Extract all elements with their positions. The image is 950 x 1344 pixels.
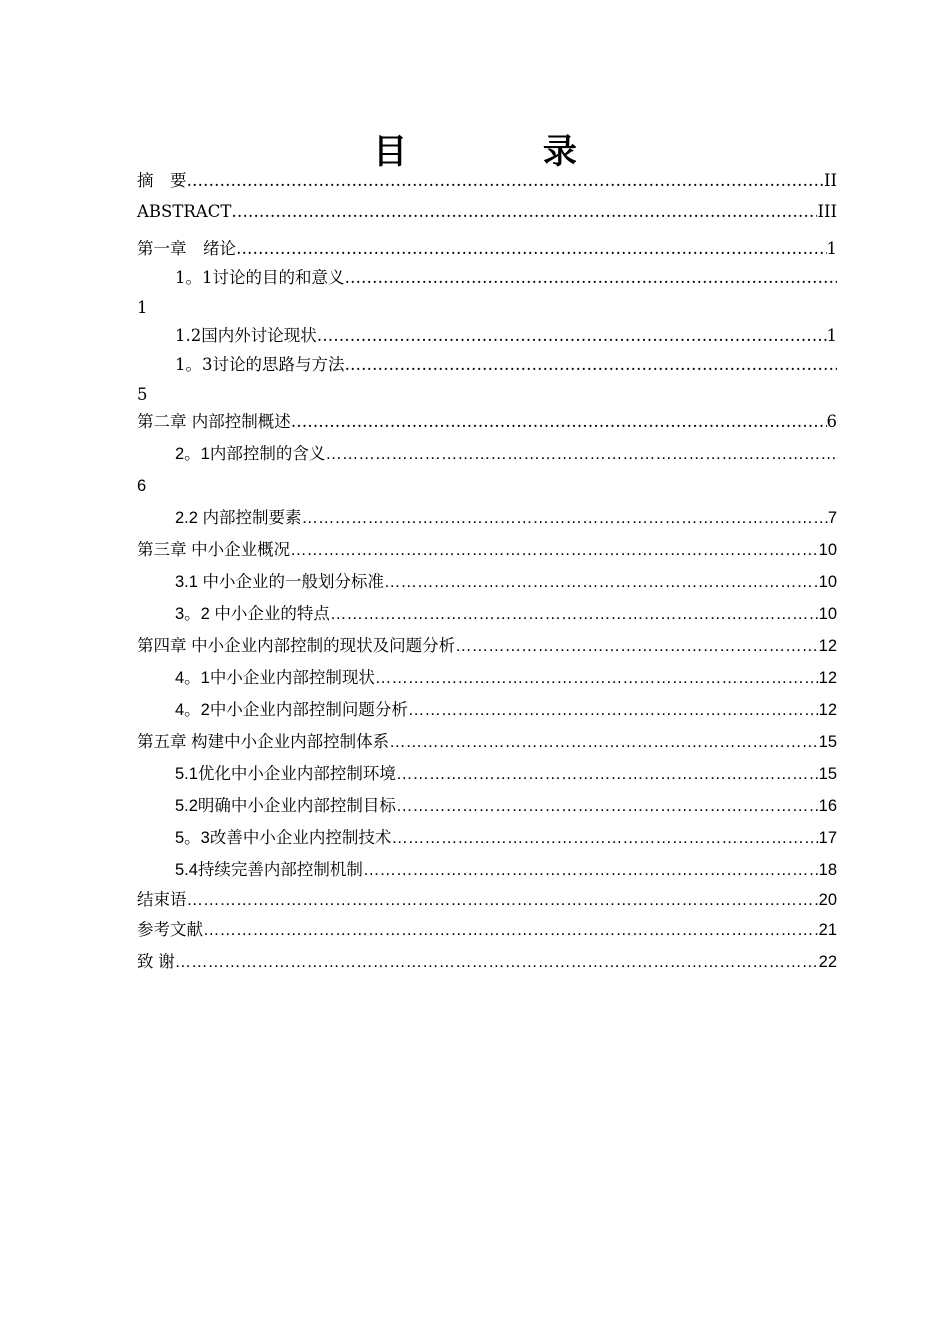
toc-entry-acknowledgements[interactable] — [137, 951, 837, 973]
toc-label: 5.2明确中小企业内部控制目标 — [175, 797, 396, 815]
toc-page: 1 — [826, 239, 837, 258]
toc-entry-4-1[interactable] — [137, 667, 837, 689]
toc-page: 10 — [818, 573, 837, 591]
toc-entry-abstract-cn[interactable] — [137, 170, 837, 192]
toc-entry-1-2[interactable] — [137, 325, 837, 347]
toc-label: 4。1中小企业内部控制现状 — [175, 669, 375, 687]
toc-label: 5。3改善中小企业内控制技术 — [175, 829, 392, 847]
toc-entry-abstract-en[interactable] — [137, 201, 837, 223]
leader-dots — [291, 411, 827, 433]
toc-label: 第四章 中小企业内部控制的现状及问题分析 — [137, 637, 456, 655]
leader-dots — [375, 667, 819, 689]
toc-page: 1 — [137, 298, 148, 317]
toc-label: 致 谢 — [137, 953, 175, 971]
toc-label: 3.1 中小企业的一般划分标准 — [175, 573, 385, 591]
toc-entry-4-2[interactable] — [137, 699, 837, 721]
toc-entry-3-2[interactable] — [137, 603, 837, 625]
toc-label: 第五章 构建中小企业内部控制体系 — [137, 733, 390, 751]
toc-label: 5.1优化中小企业内部控制环境 — [175, 765, 396, 783]
toc-entry-1-1[interactable] — [137, 267, 837, 319]
toc-label: 参考文献 — [137, 921, 203, 939]
leader-dots — [203, 919, 819, 941]
toc-page: 20 — [818, 891, 837, 909]
toc-page: 22 — [818, 953, 837, 971]
toc-entry-5-4[interactable] — [137, 859, 837, 881]
leader-dots — [187, 170, 824, 192]
toc-entry-chapter-4[interactable] — [137, 635, 837, 657]
toc-label: 第三章 中小企业概况 — [137, 541, 291, 559]
toc-page: 17 — [818, 829, 837, 847]
leader-dots — [396, 795, 819, 817]
toc-label: ABSTRACT — [137, 202, 232, 221]
toc-page: 15 — [818, 733, 837, 751]
toc-page: 15 — [818, 765, 837, 783]
toc-page: 18 — [818, 861, 837, 879]
toc-label: 摘 要 — [137, 171, 187, 190]
toc-page: 6 — [826, 412, 837, 431]
leader-dots — [330, 603, 819, 625]
toc-page: 5 — [137, 385, 148, 404]
toc-page: 6 — [137, 477, 147, 495]
toc-entry-5-1[interactable] — [137, 763, 837, 785]
leader-dots — [363, 859, 819, 881]
leader-dots — [290, 539, 819, 561]
toc-label: 4。2中小企业内部控制问题分析 — [175, 701, 408, 719]
leader-dots — [384, 571, 819, 593]
toc-entry-chapter-1[interactable] — [137, 238, 837, 260]
toc-entry-2-2[interactable] — [137, 507, 837, 529]
leader-dots — [345, 267, 838, 289]
toc-page: 10 — [818, 541, 837, 559]
toc-page: 12 — [818, 637, 837, 655]
toc-page: 12 — [818, 669, 837, 687]
toc-page: III — [817, 202, 837, 221]
toc-entry-conclusion[interactable] — [137, 889, 837, 911]
page-title: 目 录 — [373, 132, 639, 172]
toc-entry-chapter-5[interactable] — [137, 731, 837, 753]
leader-dots — [302, 507, 828, 529]
toc-page: 7 — [827, 509, 837, 527]
leader-dots — [325, 443, 837, 465]
toc-entry-5-3[interactable] — [137, 827, 837, 849]
leader-dots — [187, 889, 819, 911]
toc-label: 1。3讨论的思路与方法 — [175, 355, 345, 374]
toc-entry-1-3[interactable] — [137, 354, 837, 406]
leader-dots — [396, 763, 819, 785]
toc-label: 3。2 中小企业的特点 — [175, 605, 330, 623]
leader-dots — [408, 699, 819, 721]
leader-dots — [391, 827, 818, 849]
leader-dots — [455, 635, 819, 657]
toc-label: 5.4持续完善内部控制机制 — [175, 861, 363, 879]
toc-entry-references[interactable] — [137, 919, 837, 941]
toc-entry-3-1[interactable] — [137, 571, 837, 593]
toc-label: 2。1内部控制的含义 — [175, 445, 326, 463]
toc-label: 第二章 内部控制概述 — [137, 412, 291, 431]
toc-page: 21 — [818, 921, 837, 939]
toc-label: 1.2国内外讨论现状 — [175, 326, 317, 345]
toc-page: II — [823, 171, 837, 190]
toc-entry-chapter-2[interactable] — [137, 411, 837, 433]
leader-dots — [231, 201, 817, 223]
toc-page: 1 — [826, 326, 837, 345]
leader-dots — [236, 238, 827, 260]
toc-entry-2-1[interactable] — [137, 443, 837, 497]
toc-label: 第一章 绪论 — [137, 239, 236, 258]
toc-label: 1。1讨论的目的和意义 — [175, 268, 345, 287]
toc-page: 12 — [818, 701, 837, 719]
leader-dots — [175, 951, 819, 973]
toc-page: 16 — [818, 797, 837, 815]
toc-label: 2.2 内部控制要素 — [175, 509, 302, 527]
toc-page: 10 — [818, 605, 837, 623]
leader-dots — [317, 325, 827, 347]
toc-entry-chapter-3[interactable] — [137, 539, 837, 561]
leader-dots — [389, 731, 819, 753]
toc-label: 结束语 — [137, 891, 187, 909]
toc-entry-5-2[interactable] — [137, 795, 837, 817]
leader-dots — [345, 354, 838, 376]
